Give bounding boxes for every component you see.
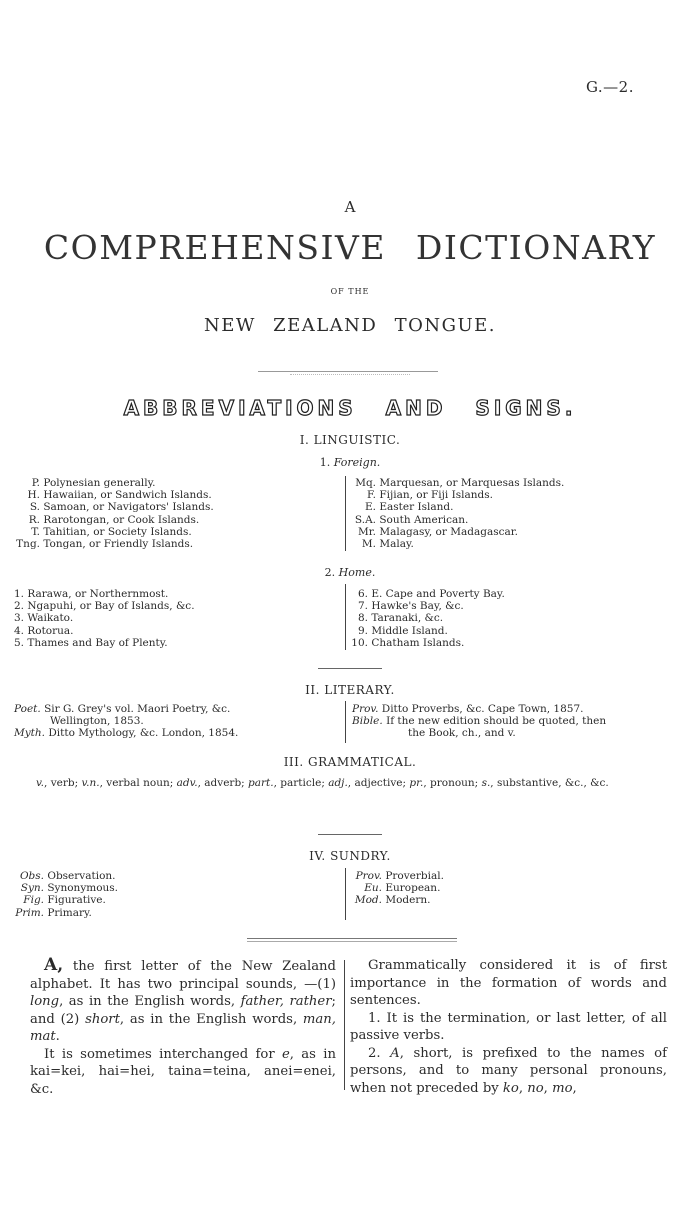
list-item: E. Easter Island. bbox=[364, 501, 454, 514]
headword: A, bbox=[44, 955, 64, 975]
list-item: Mod. Modern. bbox=[354, 894, 431, 907]
list-item: 10. Chatham Islands. bbox=[351, 636, 465, 649]
list-item: S.A. South American. bbox=[354, 513, 469, 526]
list-item: Fig. Figurative. bbox=[23, 894, 106, 907]
list-item: 3. Waikato. bbox=[13, 612, 74, 625]
home-left-list bbox=[12, 588, 195, 649]
list-item: F. Fijian, or Fiji Islands. bbox=[367, 489, 493, 502]
list-item: Mr. Malagasy, or Madagascar. bbox=[358, 525, 518, 538]
home-right-list bbox=[350, 588, 505, 649]
sundry-heading: IV. SUNDRY. bbox=[309, 849, 391, 863]
entry-paragraph: A, the first letter of the New Zealand alphabet. It has two principal sounds, —(1) long, as in the English words, father, rather; and (2) short, as in the English words, man, mat. bbox=[30, 955, 336, 1044]
list-item: M. Malay. bbox=[361, 538, 414, 551]
home-heading: 2. Home. bbox=[324, 566, 376, 579]
list-item: H. Hawaiian, or Sandwich Islands. bbox=[27, 489, 212, 502]
sundry-left-list bbox=[14, 870, 118, 919]
list-item: T. Tahitian, or Society Islands. bbox=[31, 525, 192, 538]
list-item: P. Polynesian generally. bbox=[31, 477, 156, 489]
column-divider bbox=[345, 868, 346, 920]
list-item: Prov. Proverbial. bbox=[355, 870, 444, 882]
literary-left-list bbox=[14, 703, 340, 740]
entry-paragraph: Grammatically considered it is of first importance in the formation of words and sentences. bbox=[350, 958, 667, 1008]
list-item: R. Rarotongan, or Cook Islands. bbox=[28, 513, 200, 526]
list-item: 2. Ngapuhi, or Bay of Islands, &c. bbox=[13, 600, 195, 613]
divider bbox=[290, 374, 410, 375]
list-item: Mq. Marquesan, or Marquesas Islands. bbox=[355, 477, 565, 489]
list-item: Bible. If the new edition should be quoted, then bbox=[352, 715, 607, 728]
title-of-the: OF THE bbox=[330, 287, 370, 296]
page-title: COMPREHENSIVE DICTIONARY bbox=[43, 228, 657, 267]
section-divider bbox=[318, 668, 382, 669]
list-item: 9. Middle Island. bbox=[357, 624, 448, 637]
foreign-heading: 1. Foreign. bbox=[319, 456, 381, 469]
grammatical-heading: III. GRAMMATICAL. bbox=[283, 755, 417, 769]
title-article: A bbox=[344, 198, 356, 216]
list-item: Obs. Observation. bbox=[19, 870, 116, 882]
literary-heading: II. LITERARY. bbox=[305, 683, 395, 697]
section-divider bbox=[318, 834, 382, 835]
list-item: Eu. European. bbox=[364, 882, 441, 895]
entry-paragraph: 1. It is the termination, or last letter, of all passive verbs. bbox=[350, 1010, 667, 1043]
page-subtitle: NEW ZEALAND TONGUE. bbox=[203, 315, 497, 336]
list-item: Prov. Ditto Proverbs, &c. Cape Town, 1857. bbox=[352, 703, 584, 715]
list-item-continuation: the Book, ch., and v. bbox=[408, 727, 516, 740]
sundry-right-list bbox=[352, 870, 444, 907]
column-divider bbox=[345, 476, 346, 551]
foreign-right-list bbox=[350, 477, 564, 550]
column-divider bbox=[344, 960, 345, 1090]
entry-right-column bbox=[350, 957, 667, 1097]
page-number: G.—2. bbox=[585, 78, 634, 96]
column-divider bbox=[345, 701, 346, 743]
divider bbox=[247, 941, 457, 942]
list-item: 5. Thames and Bay of Plenty. bbox=[13, 636, 168, 649]
linguistic-heading: I. LINGUISTIC. bbox=[299, 433, 401, 447]
list-item: Tng. Tongan, or Friendly Islands. bbox=[16, 538, 194, 551]
list-item: 1. Rarawa, or Northernmost. bbox=[13, 588, 169, 600]
divider bbox=[247, 938, 457, 939]
entry-left-column bbox=[30, 957, 336, 1098]
column-divider bbox=[345, 584, 346, 650]
grammatical-text: v., verb; v.n., verbal noun; adv., adverb; part., particle; adj., adjective; pr., pronoun; s., substantive, &c., &c. bbox=[36, 777, 609, 789]
list-item: 6. E. Cape and Poverty Bay. bbox=[357, 588, 505, 600]
list-item: Syn. Synonymous. bbox=[20, 882, 119, 895]
abbreviations-heading: ABBREVIATIONS AND SIGNS. bbox=[123, 396, 577, 420]
entry-paragraph: It is sometimes interchanged for e, as in kai=kei, hai=hei, taina=teina, anei=enei, &c. bbox=[30, 1046, 336, 1097]
foreign-left-list bbox=[12, 477, 214, 550]
list-item: S. Samoan, or Navigators' Islands. bbox=[29, 501, 214, 514]
list-item-continuation: Wellington, 1853. bbox=[50, 715, 144, 728]
list-item: 7. Hawke's Bay, &c. bbox=[357, 600, 464, 613]
divider bbox=[258, 371, 438, 372]
list-item: Poet. Sir G. Grey's vol. Maori Poetry, &c. bbox=[14, 703, 231, 715]
list-item: 8. Taranaki, &c. bbox=[357, 612, 444, 625]
literary-right-list bbox=[352, 703, 606, 740]
entry-paragraph: 2. A, short, is prefixed to the names of persons, and to many personal pronouns, when not preceded by ko, no, mo, bbox=[350, 1045, 667, 1096]
list-item: Myth. Ditto Mythology, &c. London, 1854. bbox=[14, 727, 239, 740]
list-item: Prim. Primary. bbox=[15, 906, 92, 919]
list-item: 4. Rotorua. bbox=[13, 624, 74, 637]
